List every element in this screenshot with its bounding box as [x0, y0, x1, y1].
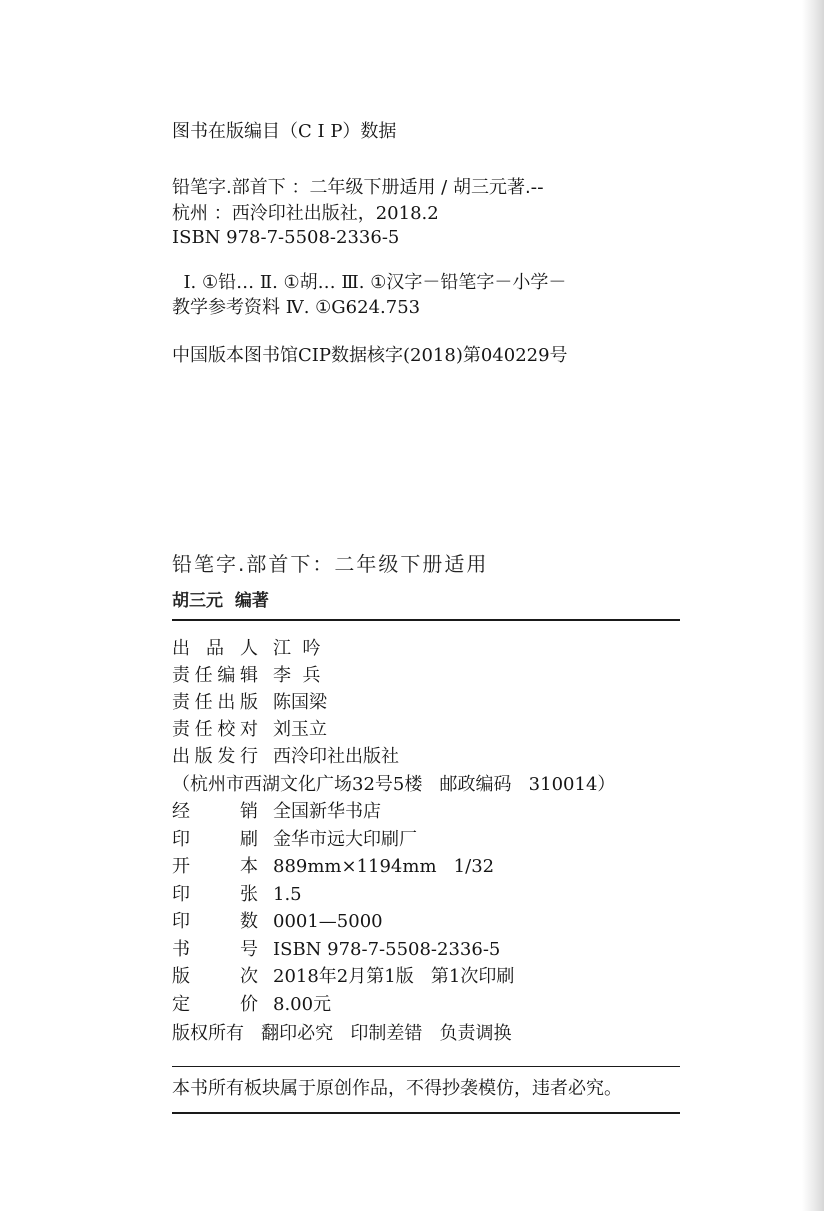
- detail-label-char: 开: [172, 856, 190, 877]
- credit-label: [172, 743, 258, 770]
- originality-notice: 本书所有板块属于原创作品，不得抄袭模仿，违者必究。: [172, 1078, 622, 1099]
- credit-label-char: 责: [172, 719, 190, 740]
- detail-label: [172, 936, 258, 963]
- detail-value: 8.00元: [273, 993, 332, 1015]
- detail-label-char: 经: [172, 801, 190, 822]
- detail-label: [172, 798, 258, 825]
- book-title: 铅笔字.部首下：二年级下册适用: [172, 552, 489, 576]
- credit-label: [172, 662, 258, 689]
- detail-label-char: 刷: [240, 828, 258, 850]
- detail-label: [172, 853, 258, 880]
- credit-label: [172, 689, 258, 716]
- cip-class-line-1: Ⅰ. ①铅… Ⅱ. ①胡… Ⅲ. ①汉字－铅笔字－小学－: [172, 272, 567, 293]
- credit-label-char: 品: [206, 638, 224, 659]
- rights-statement: 版权所有 翻印必究 印制差错 负责调换: [172, 1023, 512, 1044]
- detail-label-char: 印: [172, 828, 190, 850]
- detail-value: 金华市远大印刷厂: [273, 828, 417, 850]
- cip-isbn-line: ISBN 978-7-5508-2336-5: [172, 227, 400, 248]
- credit-value: 李 兵: [273, 665, 321, 686]
- detail-value: ISBN 978-7-5508-2336-5: [273, 938, 501, 960]
- detail-label: [172, 826, 258, 853]
- credit-label-char: 人: [240, 638, 258, 659]
- detail-label-char: 印: [172, 883, 190, 905]
- page-edge-shadow: [802, 0, 824, 1211]
- detail-label: [172, 963, 258, 990]
- credit-label-char: 任: [194, 692, 213, 713]
- cip-desc-line-1: 铅笔字.部首下 ：二年级下册适用 / 胡三元著.--: [172, 177, 544, 198]
- credit-value: 刘玉立: [273, 719, 327, 740]
- publisher-address: （杭州市西湖文化广场32号5楼 邮政编码 310014）: [172, 774, 616, 795]
- detail-label-char: 版: [172, 966, 190, 987]
- detail-value: 889mm×1194mm 1/32: [273, 856, 495, 877]
- title-divider: [172, 619, 680, 621]
- credit-label-char: 对: [239, 719, 258, 740]
- detail-label-char: 张: [240, 883, 258, 905]
- credit-label-char: 版: [239, 692, 258, 713]
- credit-value: 陈国梁: [273, 692, 327, 713]
- credit-label-char: 校: [217, 719, 236, 740]
- cip-desc-line-2: 杭州 ：西泠印社出版社，2018.2: [172, 203, 439, 224]
- detail-label-char: 定: [172, 993, 190, 1015]
- credit-label-char: 责: [172, 692, 190, 713]
- detail-label-char: 本: [240, 856, 258, 877]
- credit-label-char: 出: [172, 746, 190, 767]
- credit-label: [172, 635, 258, 662]
- bottom-divider: [172, 1112, 680, 1114]
- detail-label: [172, 991, 258, 1018]
- detail-label-char: 价: [240, 993, 258, 1015]
- detail-value: 2018年2月第1版 第1次印刷: [273, 966, 515, 987]
- cip-class-line-2: 教学参考资料 Ⅳ. ①G624.753: [172, 297, 421, 318]
- detail-label-char: 号: [240, 938, 258, 960]
- credit-label-char: 辑: [239, 665, 258, 686]
- credit-label-char: 任: [194, 719, 213, 740]
- detail-label-char: 书: [172, 938, 190, 960]
- book-author: 胡三元 编著: [172, 591, 269, 611]
- detail-value: 全国新华书店: [273, 801, 381, 822]
- detail-label-char: 印: [172, 911, 190, 932]
- credit-label-char: 责: [172, 665, 190, 686]
- credit-label-char: 出: [217, 692, 236, 713]
- credit-label-char: 编: [217, 665, 236, 686]
- detail-value: 1.5: [273, 883, 302, 905]
- credit-label-char: 任: [194, 665, 213, 686]
- detail-label-char: 次: [240, 966, 258, 987]
- rights-divider: [172, 1066, 680, 1067]
- credit-label-char: 行: [239, 746, 258, 767]
- credit-value: 西泠印社出版社: [273, 746, 399, 767]
- credit-label: [172, 716, 258, 743]
- cip-title: 图书在版编目（C I P）数据: [172, 121, 397, 142]
- credit-label-char: 版: [194, 746, 213, 767]
- detail-label-char: 销: [240, 801, 258, 822]
- detail-label-char: 数: [240, 911, 258, 932]
- detail-value: 0001—5000: [273, 911, 383, 932]
- credit-value: 江 吟: [273, 638, 321, 659]
- cip-core-number: 中国版本图书馆CIP数据核字(2018)第040229号: [172, 345, 568, 366]
- credit-label-char: 出: [172, 638, 190, 659]
- detail-label: [172, 881, 258, 908]
- detail-label: [172, 908, 258, 935]
- credit-label-char: 发: [217, 746, 236, 767]
